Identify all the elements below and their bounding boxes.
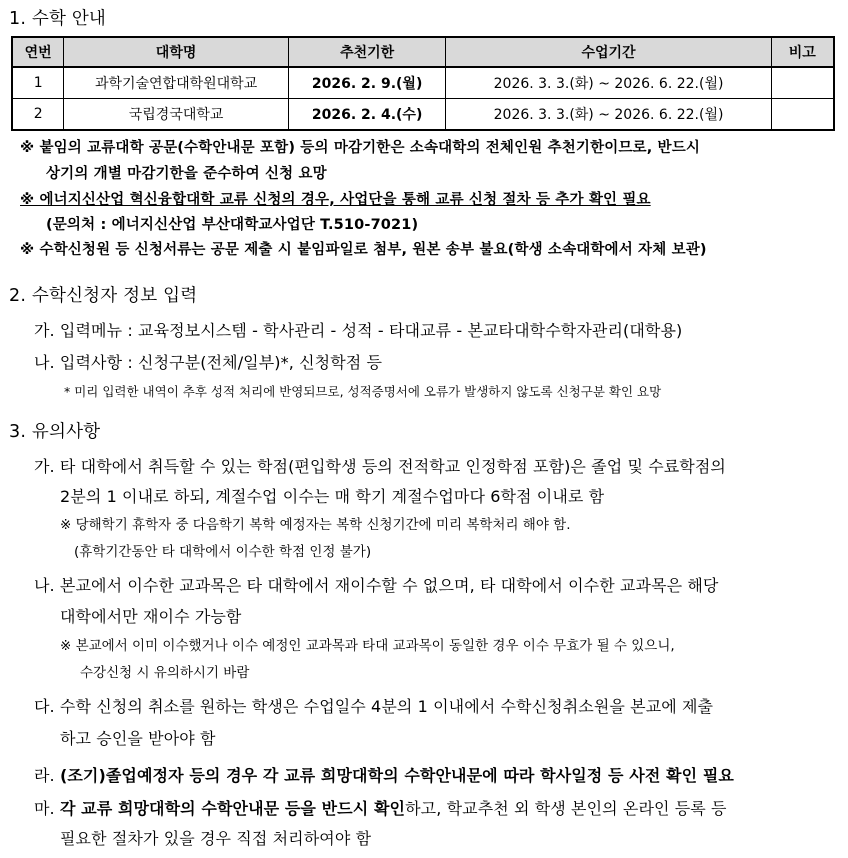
cell-deadline: 2026. 2. 9.(월) — [288, 67, 446, 99]
caution-da-line1: 다. 수학 신청의 취소를 원하는 학생은 수업일수 4분의 1 이내에서 수학신청취소원을 본교에 제출 — [34, 697, 714, 716]
caution-ma-rest: 하고, 학교추천 외 학생 본인의 온라인 등록 등 — [405, 799, 727, 818]
caution-ma-bold: 각 교류 희망대학의 수학안내문 등을 반드시 확인 — [59, 799, 406, 818]
caution-na-line2: 대학에서만 재이수 가능함 — [60, 607, 242, 626]
table-row — [12, 99, 834, 131]
cell-period: 2026. 3. 3.(화) ~ 2026. 6. 22.(월) — [446, 67, 771, 99]
study-info-table — [11, 36, 835, 131]
section-2-title: 2. 수학신청자 정보 입력 — [9, 286, 198, 306]
caution-da-line2: 하고 승인을 받아야 함 — [60, 729, 216, 748]
note-deadline-line1: ※ 붙임의 교류대학 공문(수학안내문 포함) 등의 마감기한은 소속대학의 전체인원 추천기한이므로, 반드시 — [20, 140, 701, 156]
header-deadline: 추천기한 — [288, 37, 446, 67]
input-fields-item: 나. 입력사항 : 신청구분(전체/일부)*, 신청학점 등 — [34, 353, 383, 372]
caution-ra — [34, 763, 734, 786]
cell-note — [771, 99, 834, 131]
header-note: 비고 — [771, 37, 834, 67]
section-1-title: 1. 수학 안내 — [9, 9, 107, 29]
caution-ra-text: (조기)졸업예정자 등의 경우 각 교류 희망대학의 수학안내문에 따라 학사일정 등 사전 확인 필요 — [59, 766, 734, 785]
cell-note — [771, 67, 834, 99]
cell-no: 2 — [12, 99, 64, 131]
note-deadline-line2: 상기의 개별 마감기한을 준수하여 신청 요망 — [46, 166, 327, 182]
header-no: 연번 — [12, 37, 64, 67]
note-energy-contact: (문의처 : 에너지신산업 부산대학교사업단 T.510-7021) — [46, 217, 419, 233]
header-period: 수업기간 — [446, 37, 771, 67]
caution-ga-note2: (휴학기간동안 타 대학에서 이수한 학점 인정 불가) — [74, 544, 372, 560]
input-menu-item: 가. 입력메뉴 : 교육정보시스템 - 학사관리 - 성적 - 타대교류 - 본교타대학수학자관리(대학용) — [34, 321, 683, 340]
note-documents: ※ 수학신청원 등 신청서류는 공문 제출 시 붙임파일로 첨부, 원본 송부 불요(학생 소속대학에서 자체 보관) — [20, 242, 707, 258]
section-3-title: 3. 유의사항 — [9, 422, 101, 442]
caution-ga-line1: 가. 타 대학에서 취득할 수 있는 학점(편입학생 등의 전적학교 인정학점 포함)은 졸업 및 수료학점의 — [34, 457, 726, 476]
table-row — [12, 67, 834, 99]
caution-ma-line1 — [34, 796, 727, 819]
cell-university: 국립경국대학교 — [64, 99, 288, 131]
cell-no: 1 — [12, 67, 64, 99]
caution-na-note2: 수강신청 시 유의하시기 바람 — [80, 665, 250, 681]
caution-ma-line2: 필요한 절차가 있을 경우 직접 처리하여야 함 — [60, 829, 372, 848]
caution-ga-note1: ※ 당해학기 휴학자 중 다음학기 복학 예정자는 복학 신청기간에 미리 복학처리 해야 함. — [60, 517, 571, 533]
cell-period: 2026. 3. 3.(화) ~ 2026. 6. 22.(월) — [446, 99, 771, 131]
table-header-row — [12, 37, 834, 67]
caution-na-note1: ※ 본교에서 이미 이수했거나 이수 예정인 교과목과 타대 교과목이 동일한 경우 이수 무효가 될 수 있으니, — [60, 638, 675, 654]
note-energy-line1: ※ 에너지신산업 혁신융합대학 교류 신청의 경우, 사업단을 통해 교류 신청 절차 등 추가 확인 필요 — [20, 192, 651, 208]
cell-university: 과학기술연합대학원대학교 — [64, 67, 288, 99]
header-university: 대학명 — [64, 37, 288, 67]
cell-deadline: 2026. 2. 4.(수) — [288, 99, 446, 131]
caution-na-line1: 나. 본교에서 이수한 교과목은 타 대학에서 재이수할 수 없으며, 타 대학에서 이수한 교과목은 해당 — [34, 576, 719, 595]
caution-ma-prefix: 마. — [34, 799, 60, 818]
caution-ga-line2: 2분의 1 이내로 하되, 계절수업 이수는 매 학기 계절수업마다 6학점 이내로 함 — [60, 487, 605, 506]
input-footnote: * 미리 입력한 내역이 추후 성적 처리에 반영되므로, 성적증명서에 오류가 발생하지 않도록 신청구분 확인 요망 — [64, 384, 662, 399]
caution-ra-prefix: 라. — [34, 766, 60, 785]
